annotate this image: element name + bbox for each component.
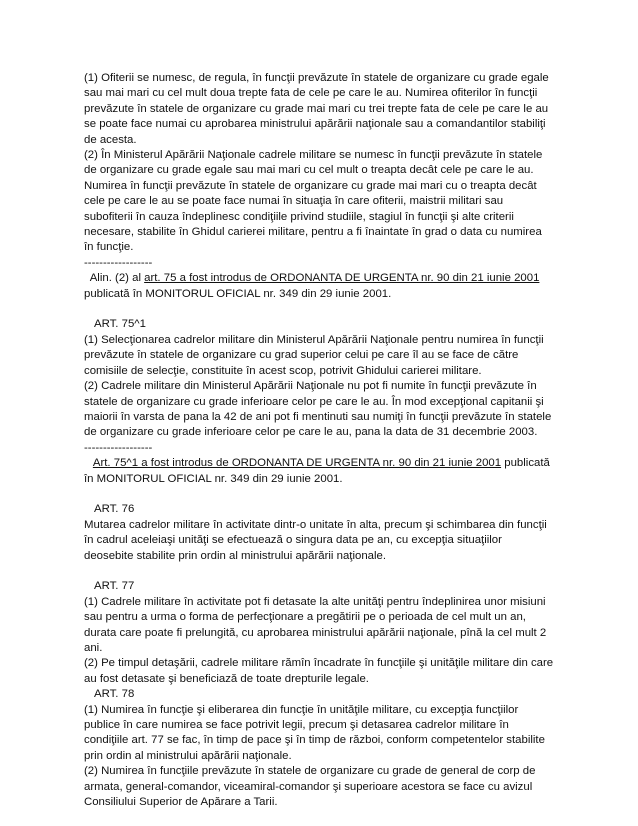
- art78-paragraph-1: (1) Numirea în funcţie şi eliberarea din funcţie în unităţile militare, cu excepţia funcţiilor publice în care numirea se face potrivit legii, precum şi detasarea cadrelor militare în condiţiile art. 77 se fac, în timp de pace şi în timp de război, conform competentelor stabilite prin ordin al ministrului apărării naţionale.: [84, 703, 545, 762]
- amendment-link-2[interactable]: Art. 75^1 a fost introdus de ORDONANTA DE URGENTA nr. 90 din 21 iunie 2001: [92, 457, 502, 470]
- article-title-78: ART. 78: [94, 688, 135, 701]
- art75-paragraph-2: (2) În Ministerul Apărării Naţionale cadrele militare se numesc în funcţii prevăzute în statele de organizare cu grade egale sau mai mari cu cel mult o treapta decât cele pe care le au. Numirea în funcţii prevăzute în statele de organizare cu grade mai mari cu o treapta decât cele pe care le au se poate face numai în situaţia în care ofiterii, maistrii militari sau subofiterii în cauza îndeplinesc condiţiile privind studiile, stagiul în funcţii şi alte criterii necesare, stabilite în Ghidul carierei militare, pentru a fi înaintate în grad o data cu numirea în funcţie.: [84, 149, 543, 254]
- art77-paragraph-2: (2) Pe timpul detaşării, cadrele militare rămîn încadrate în funcţiile şi unităţile militare din care au fost detasate şi beneficiază de toate drepturile legale.: [84, 657, 554, 685]
- article-title-76: ART. 76: [94, 503, 135, 516]
- amendment-link-1[interactable]: art. 75 a fost introdus de ORDONANTA DE URGENTA nr. 90 din 21 iunie 2001: [144, 272, 540, 285]
- amendment-note-2: [84, 456, 554, 487]
- art76-paragraph-1: Mutarea cadrelor militare în activitate dintr-o unitate în alta, precum şi schimbarea din funcţii în cadrul aceleiaşi unităţi se efectuează o singura data pe an, cu excepţia situaţiilor deosebite stabilite prin ordin al ministrului apărării naţionale.: [84, 518, 547, 562]
- note-suffix: publicată în MONITORUL OFICIAL nr. 349 din 29 iunie 2001.: [84, 457, 550, 485]
- art75-paragraph-1: (1) Ofiterii se numesc, de regula, în funcţii prevăzute în statele de organizare cu grade egale sau mai mari cu cel mult doua trepte fata de cele pe care le au. Numirea ofiterilor în funcţii prevăzute în statele de organizare cu grade mai mari cu trei trepte fata de cele pe care le au se poate face numai cu aprobarea ministrului apărării naţionale sau a comandantilor stabiliţi de acesta.: [84, 72, 549, 146]
- art78-paragraph-2: (2) Numirea în funcţiile prevăzute în statele de organizare cu grade de general de corp de armata, general-comandor, viceamiral-comandor şi superioare acestora se face cu avizul Consiliului Superior de Apărare a Tarii.: [84, 765, 536, 809]
- art75-1-paragraph-1: (1) Selecţionarea cadrelor militare din Ministerul Apărării Naţionale pentru numirea în funcţii prevăzute în statele de organizare cu grad superior celui pe care îl au se face de către comisiile de selecţie, constituite în acest scop, potrivit Ghidului carierei militare.: [84, 333, 544, 377]
- separator-line: ------------------: [84, 441, 153, 454]
- note-suffix: publicată în MONITORUL OFICIAL nr. 349 din 29 iunie 2001.: [84, 287, 392, 300]
- article-title-77: ART. 77: [94, 580, 135, 593]
- spacer: [84, 302, 554, 317]
- separator-line: ------------------: [84, 256, 153, 269]
- art75-1-paragraph-2: (2) Cadrele militare din Ministerul Apărării Naţionale nu pot fi numite în funcţii prevăzute în statele de organizare cu grade inferioare celor pe care le au. În mod excepţional capitanii şi maiorii în varsta de pana la 42 de ani pot fi mentinuti sau numiţi în funcţii prevăzute în statele de organizare cu grade inferioare celor pe care le au, pana la data de 31 decembrie 2003.: [84, 380, 552, 439]
- note-prefix: Alin. (2) al: [84, 272, 145, 285]
- document-page: [84, 71, 554, 810]
- spacer: [84, 487, 554, 502]
- note-prefix: [84, 457, 93, 469]
- art77-paragraph-1: (1) Cadrele militare în activitate pot fi detasate la alte unităţi pentru îndeplinirea unor misiuni sau pentru a urma o forma de perfecţionare a pregătirii pe o perioada de cel mult un an, durata care poate fi prelungită, cu aprobarea ministrului apărării naţionale, pînă la cel mult 2 ani.: [84, 595, 547, 654]
- article-title-75-1: ART. 75^1: [94, 318, 146, 331]
- amendment-note-1: [84, 271, 554, 302]
- spacer: [84, 564, 554, 579]
